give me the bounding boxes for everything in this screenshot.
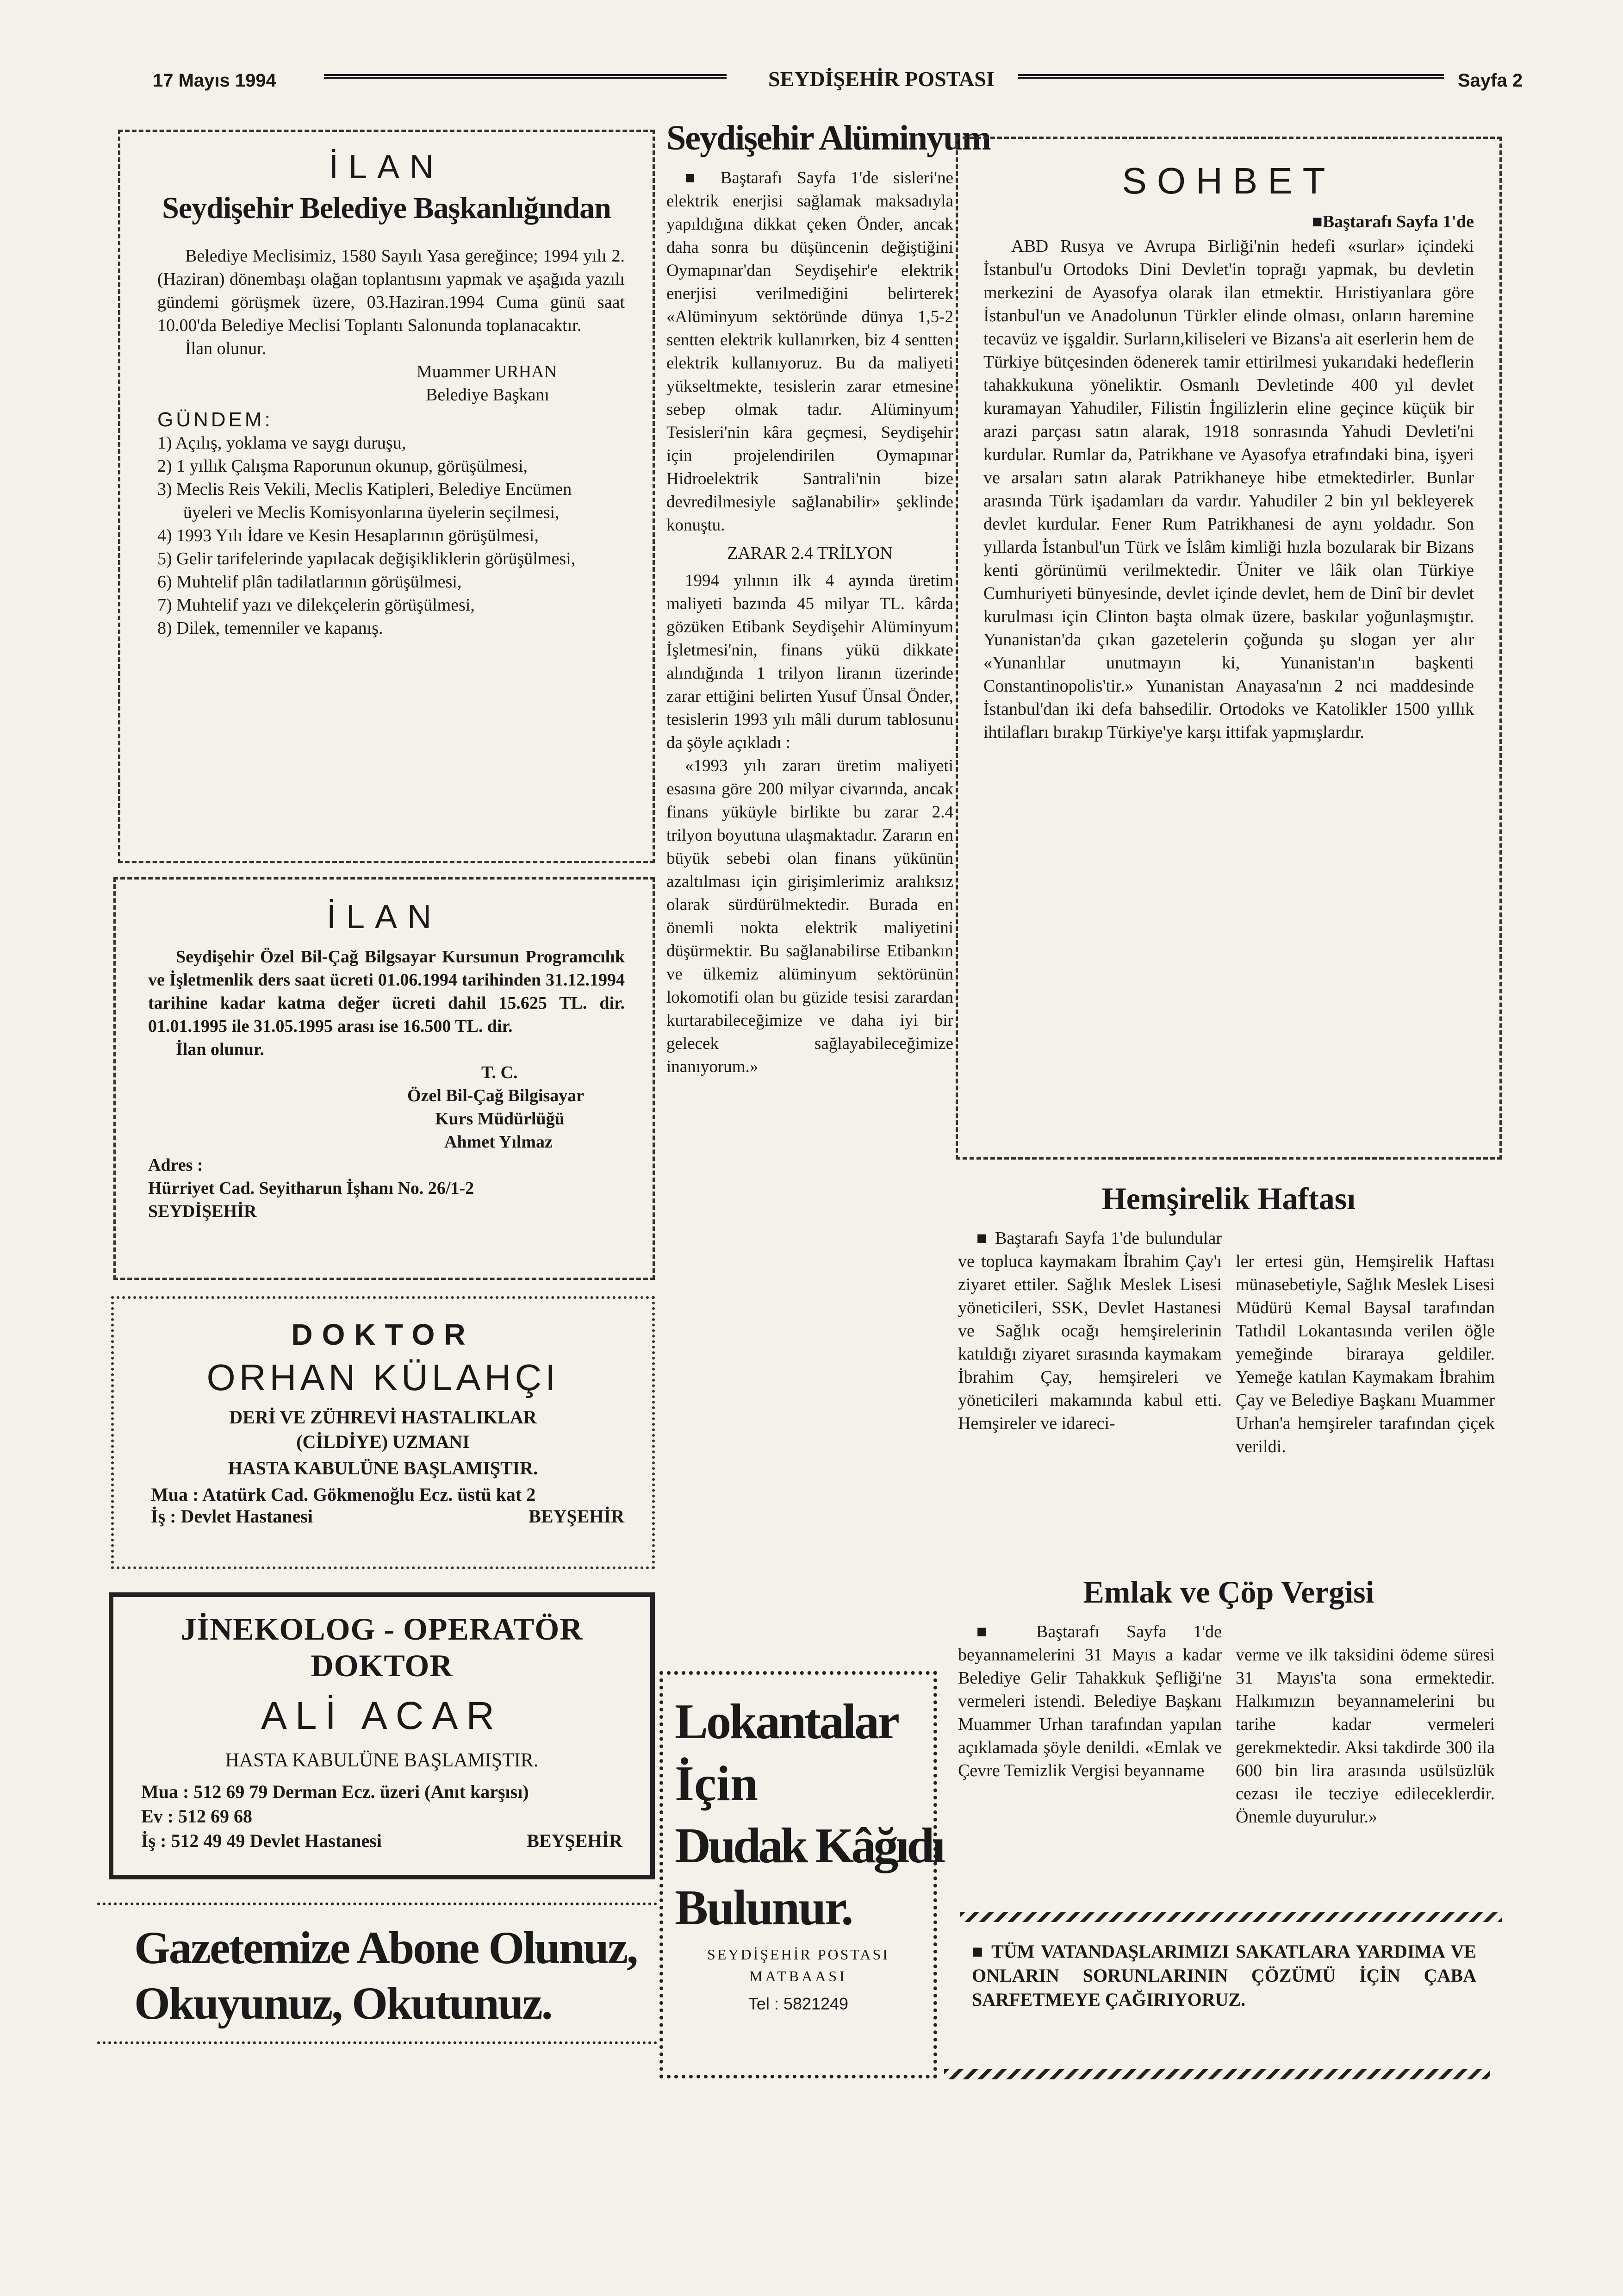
ilan-bilcag-title: İLAN [326, 898, 442, 936]
header-paper-name: SEYDİŞEHİR POSTASI [768, 67, 995, 91]
doktor-mua: Mua : Atatürk Cad. Gökmenoğlu Ecz. üstü kat 2 [151, 1484, 536, 1505]
ilan-belediye-title: İLAN [329, 149, 444, 186]
emlak-col1 [958, 1620, 1222, 1782]
appeal-top-border [960, 1912, 1502, 1922]
aluminyum-title: Seydişehir Alüminyum [666, 119, 990, 157]
sohbet-text: ABD Rusya ve Avrupa Birliği'nin hedefi «surlar» içindeki İstanbul'u Ortodoks Dini Devlet'in toprağı yapmak, bu devletin merkezini de Ayasofya olarak ilan etmektir. Hıristiyanlara göre İstanbul'un ve Anadolunun Türkler elinde olması, onların haremine tecavüz ve işgaldir. Surların,kiliseleri ve Bizans'a ait eserlerin hem de Türkiye bütçesinden ödenerek tamir ettirilmesi yukarıdaki hedeflerin tahakkukuna yöneliktir. Osmanlı Devletinde 400 yıl devlet kuramayan Yahudiler, Filistin İngilizlerin eline geçince küçük bir arazi parçası satın alarak, 1918 sonrasında Yahudi Devleti'ni kurdular. Rumlar da, Patrikhane ve Ayasofya etrafındaki bina, işyeri ve arsaları satın alarak Patrikhaneye hibe etmektedirler. Bunlar arasında Türk işadamları da vardır. Yahudiler 2 bin yıl bekleyerek devlet kurdular. Fener Rum Patrikhanesi de aynı yoldadır. Son yıllarda İstanbul'un Türk ve İslâm kimliği hızla bozularak bir Bizans kenti görünümü verilmektedir. Üniter ve lâik olan Türkiye Cumhuriyeti bünyesinde, devlet içinde devlet, hem de Dinî bir devlet kurulması için Clinton başta olmak üzere, baskılar yoğunlaşmıştır. Yunanistan'da çıkan gazetelerin çoğunda şu slogan yer alır «Yunanlılar unutmayın ki, Yunanistan'ın başkenti Constantinopolis'tir.» Yunanistan Anayasa'nın 2 nci maddesinde İstanbul'dan iki defa bahsedilir. Ortodoks ve Katolikler 1500 yıllık ihtilafları bırakıp Türkiye'ye karşı ittifak yapmışlardır. [983, 237, 1474, 742]
agenda-item: 7) Muhtelif yazı ve dilekçelerin görüşülmesi, [157, 595, 475, 615]
lokantalar-press2: MATBAASI [749, 1968, 847, 1984]
header-date: 17 Mayıs 1994 [153, 70, 276, 91]
agenda-item: 1) Açılış, yoklama ve saygı duruşu, [157, 433, 406, 453]
ilan-bilcag-addr-label: Adres : [148, 1155, 203, 1175]
ilan-belediye-signer: Muammer URHAN [417, 362, 557, 381]
ilan-bilcag-text: Seydişehir Özel Bil-Çağ Bilgsayar Kursunun Programcılık ve İşletmenlik ders saat ücreti 01.06.1994 tarihinden 31.12.1994 tarihine kadar katma değer ücreti dahil 15.625 TL. dir. 01.01.1995 ile 31.05.1995 arası ise 16.500 TL. dir. [148, 947, 625, 1036]
jinekolog-ad-box [109, 1592, 655, 1879]
header-rule-right [1018, 74, 1444, 79]
ilan-belediye-signer-title: Belediye Başkanı [426, 385, 549, 405]
aluminyum-p1: ■ Baştarafı Sayfa 1'de sisleri'ne elektrik enerjisi sağlamak maksadıyla yapıldığına dikkat çeken Önder, ancak daha sonra bu düşüncenin değiştiğini Oymapınar'dan Seydişehir'e elektrik enerjisi verilmediğini belirterek «Alüminyum sektöründe dünya 1,5-2 sentten elektrik kullanırken, biz 4 sentten elektrik kullanıyoruz. Bu da maliyeti yükseltmekte, tesislerin zarar etmesine sebep olmak tadır. Alüminyum Tesisleri'nin kâra geçmesi, Seydişehir için projelendirilen Oymapınar Hidroelektrik Santrali'nin bize devredilmesiyle sağlanabilir» şeklinde konuştu. [666, 168, 953, 535]
emlak-title: Emlak ve Çöp Vergisi [1083, 1574, 1374, 1610]
lokantalar-line: Dudak Kâğıdı [675, 1818, 943, 1873]
lokantalar-line: İçin [675, 1756, 759, 1811]
agenda-list [157, 431, 625, 640]
abone-line1: Gazetemize Abone Olunuz, [134, 1922, 637, 1973]
agenda-title: GÜNDEM: [157, 408, 273, 431]
jinekolog-title: JİNEKOLOG - OPERATÖR DOKTOR [180, 1611, 583, 1683]
header-page-number: Sayfa 2 [1458, 70, 1523, 91]
ilan-bilcag-addr: Hürriyet Cad. Seyitharun İşhanı No. 26/1-2 [148, 1179, 474, 1198]
agenda-item: 6) Muhtelif plân tadilatlarının görüşülmesi, [157, 572, 462, 592]
doktor-city: BEYŞEHİR [529, 1506, 624, 1527]
jinekolog-mua: Mua : 512 69 79 Derman Ecz. üzeri (Anıt karşısı) [141, 1781, 529, 1802]
hemsirelik-title: Hemşirelik Haftası [1101, 1181, 1356, 1216]
agenda-item: 8) Dilek, temenniler ve kapanış. [157, 618, 383, 638]
lokantalar-tel: Tel : 5821249 [748, 1994, 849, 2013]
agenda-item: 2) 1 yıllık Çalışma Raporunun okunup, görüşülmesi, [157, 456, 528, 476]
jinekolog-is: İş : 512 49 49 Devlet Hastanesi [141, 1830, 382, 1851]
lokantalar-press: SEYDİŞEHİR POSTASI [707, 1946, 889, 1963]
doktor-name: ORHAN KÜLAHÇI [206, 1357, 560, 1398]
emlak-col2 [1236, 1643, 1495, 1828]
ilan-bilcag-sig-line: Ahmet Yılmaz [444, 1132, 553, 1152]
sohbet-box [956, 137, 1502, 1160]
emlak-col2-text: verme ve ilk taksidini ödeme süresi 31 Mayıs'ta sona ermektedir. Halkımızın beyannamelerini bu tarihe kadar vermeleri gerekmektedir. Aksi takdirde 300 ila 600 bin lira arasında usülsüzlük cezası ile tecziye edileceklerdir. Önemle duyurulur.» [1236, 1645, 1495, 1827]
abone-bottom-border [97, 2041, 657, 2051]
jinekolog-name: ALİ ACAR [261, 1694, 503, 1737]
abone-top-border [97, 1903, 657, 1912]
aluminyum-article [666, 167, 953, 1079]
doktor-is: İş : Devlet Hastanesi [151, 1506, 313, 1527]
hemsirelik-col1 [958, 1227, 1222, 1435]
lokantalar-ad-box [659, 1671, 943, 2078]
lokantalar-line: Bulunur. [675, 1880, 852, 1935]
jinekolog-city: BEYŞEHİR [527, 1830, 622, 1851]
ilan-belediye-notice: İlan olunur. [185, 339, 267, 358]
doktor-title: DOKTOR [291, 1318, 475, 1351]
sohbet-title: SOHBET [1122, 160, 1336, 201]
doktor-spec2: (CİLDİYE) UZMANI [296, 1431, 470, 1452]
hemsirelik-col2 [1236, 1250, 1495, 1458]
appeal-text: ■ TÜM VATANDAŞLARIMIZI SAKATLARA YARDIMA VE ONLARIN SORUNLARININ ÇÖZÜMÜ İÇİN ÇABA SARFETMEYE ÇAĞIRIYORUZ. [972, 1941, 1476, 2010]
ilan-belediye-text: Belediye Meclisimiz, 1580 Sayılı Yasa gereğince; 1994 yılı 2. (Haziran) dönembaşı olağan toplantısını yapmak ve aşağıda yazılı gündemi görüşmek üzere, 03.Haziran.1994 Cuma günü saat 10.00'da Belediye Meclisi Toplantı Salonunda toplanacaktır. [157, 246, 625, 335]
agenda-item: 4) 1993 Yılı İdare ve Kesin Hesaplarının görüşülmesi, [157, 526, 539, 545]
aluminyum-p3: «1993 yılı zararı üretim maliyeti esasına göre 200 milyar civarında, ancak finans yüküyle birlikte bu zarar 2.4 trilyon boyutuna ulaşmaktadır. Zararın en büyük sebebi olan finans yükünün azaltılması için girişimlerimiz aralıksız olarak sürdürülmektedir. Burada en önemli nokta elektrik maliyetini düşürmektir. Bu sağlanabilirse Etibankın ve ülkemiz alüminyum sektörünün lokomotifi olan bu güzide tesisi zarardan kurtarabileceğimize ve daha iyi bir gelecek sağlayabileceğimize inanıyorum.» [666, 756, 953, 1076]
ilan-belediye-box [118, 130, 655, 863]
doktor-spec1: DERİ VE ZÜHREVİ HASTALIKLAR [229, 1407, 537, 1428]
ilan-bilcag-box [113, 877, 655, 1280]
header-rule-left [324, 74, 727, 79]
jinekolog-status: HASTA KABULÜNE BAŞLAMIŞTIR. [225, 1750, 539, 1771]
agenda-item: 5) Gelir tarifelerinde yapılacak değişikliklerin görüşülmesi, [157, 549, 576, 568]
hemsirelik-col2-text: ler ertesi gün, Hemşirelik Haftası münasebetiyle, Sağlık Meslek Lisesi Müdürü Kemal Baysal tarafından Tatlıdil Lokantasında verilen öğle yemeğinde biraraya geldiler. Yemeğe katılan Kaymakam İbrahim Çay ve Belediye Başkanı Muammer Urhan'a hemşireler tarafından çiçek verildi. [1236, 1252, 1495, 1456]
agenda-item: 3) Meclis Reis Vekili, Meclis Katipleri, Belediye Encümen üyeleri ve Meclis Komisyonlarına üyelerin seçilmesi, [157, 480, 572, 522]
jinekolog-ev: Ev : 512 69 68 [141, 1806, 252, 1827]
ilan-bilcag-city: SEYDİŞEHİR [148, 1202, 257, 1221]
ilan-bilcag-sig-line: Kurs Müdürlüğü [435, 1109, 565, 1129]
doktor-status: HASTA KABULÜNE BAŞLAMIŞTIR. [228, 1458, 538, 1479]
sohbet-lead: ■Baştarafı Sayfa 1'de [1312, 212, 1474, 231]
ilan-bilcag-notice: İlan olunur. [176, 1040, 264, 1059]
hemsirelik-col1-text: ■ Baştarafı Sayfa 1'de bulundular ve topluca kaymakam İbrahim Çay'ı ziyaret ettiler. Sağlık Meslek Lisesi yöneticileri, SSK, Devlet Hastanesi ve Sağlık ocağı hemşirelerinin katıldığı ziyaret sırasında kaymakam İbrahim Çay, hemşireleri ve yöneticileri makamında kabul etti. Hemşireler ve idareci- [958, 1229, 1222, 1433]
lokantalar-line: Lokantalar [675, 1694, 898, 1749]
appeal-bottom-border [944, 2069, 1490, 2079]
ilan-bilcag-sig-line: Özel Bil-Çağ Bilgisayar [407, 1086, 585, 1105]
abone-line2: Okuyunuz, Okutunuz. [134, 1978, 552, 2029]
emlak-col1-text: ■ Baştarafı Sayfa 1'de beyannamelerini 31 Mayıs a kadar Belediye Gelir Tahakkuk Şefliği'ne vermeleri istendi. Belediye Başkanı Muammer Urhan tarafından yapılan açıklamada şöyle denildi. «Emlak ve Çevre Temizlik Vergisi beyanname [958, 1622, 1222, 1780]
ilan-bilcag-sig-line: T. C. [481, 1063, 518, 1082]
aluminyum-subhead: ZARAR 2.4 TRİLYON [727, 543, 893, 563]
ilan-belediye-subtitle: Seydişehir Belediye Başkanlığından [162, 191, 611, 225]
doktor-ad-box [111, 1296, 655, 1569]
aluminyum-p2: 1994 yılının ilk 4 ayında üretim maliyeti bazında 45 milyar TL. kârda gözüken Etibank Seydişehir Alüminyum İşletmesi'nin, finans yükü dikkate alındığında 1 trilyon liranın üzerinde zarar ettiğini belirten Yusuf Ünsal Önder, tesislerin 1993 yılı mâli durum tablosunu da şöyle açıkladı : [666, 571, 953, 752]
